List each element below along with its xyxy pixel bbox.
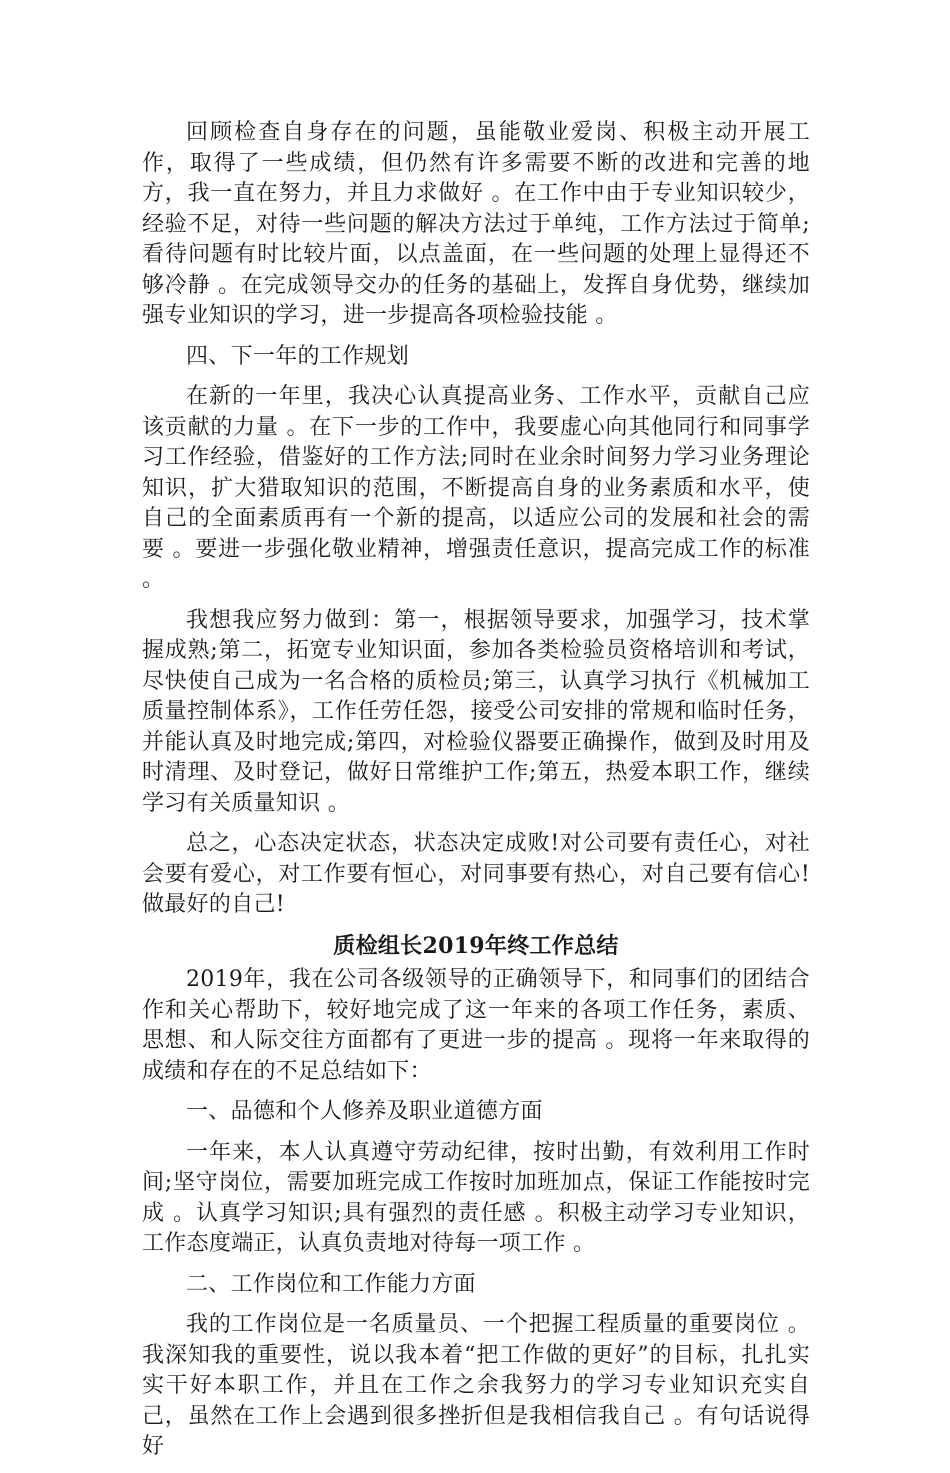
paragraph-new-year: 在新的一年里，我决心认真提高业务、工作水平，贡献自己应该贡献的力量 。在下一步的工作中，我要虚心向其他同行和同事学习工作经验，借鉴好的工作方法;同时在业余时间努力学习业务理论知识，扩大猎取知识的范围，不断提高自身的业务素质和水平，使自己的全面素质再有一个新的提高，以适应公司的发展和社会的需要 。要进一步强化敬业精神，增强责任意识，提高完成工作的标准 。 xyxy=(142,384,810,592)
document-page xyxy=(142,118,810,1473)
section-heading-ethics: 一、品德和个人修养及职业道德方面 xyxy=(186,1099,543,1124)
paragraph-self-review: 回顾检查自身存在的问题，虽能敬业爱岗、积极主动开展工作，取得了一些成绩，但仍然有许多需要不断的改进和完善的地方，我一直在努力，并且力求做好 。在工作中由于专业知识较少，经验不足，对待一些问题的解决方法过于单纯，工作方法过于简单;看待问题有时比较片面，以点盖面，在一些问题的处理上显得还不够冷静 。在完成领导交办的任务的基础上，发挥自身优势，继续加强专业知识的学习，进一步提高各项检验技能 。 xyxy=(142,120,810,328)
paragraph-goals: 我想我应努力做到：第一，根据领导要求，加强学习，技术掌握成熟;第二，拓宽专业知识面，参加各类检验员资格培训和考试，尽快使自己成为一名合格的质检员;第三，认真学习执行《机械加工质量控制体系》，工作任劳任怨，接受公司安排的常规和临时任务，并能认真及时地完成;第四，对检验仪器要正确操作，做到及时用及时清理、及时登记，做好日常维护工作;第五，热爱本职工作，继续学习有关质量知识 。 xyxy=(142,607,810,816)
section-heading-next-year-plan: 四、下一年的工作规划 xyxy=(186,343,410,369)
paragraph-discipline: 一年来，本人认真遵守劳动纪律，按时出勤，有效利用工作时间;坚守岗位，需要加班完成工作按时加班加点，保证工作能按时完成 。认真学习知识;具有强烈的责任感 。积极主动学习专业知识，工作态度端正，认真负责地对待每一项工作 。 xyxy=(142,1139,810,1256)
section-heading-job-ability: 二、工作岗位和工作能力方面 xyxy=(186,1271,476,1297)
paragraph-job-position: 我的工作岗位是一名质量员、一个把握工程质量的重要岗位 。我深知我的重要性，说以我本着“把工作做的更好”的目标，扎扎实实干好本职工作，并且在工作之余我努力的学习专业知识充实自己，虽然在工作上会遇到很多挫折但是我相信我自己 。有句话说得好 xyxy=(142,1312,810,1459)
paragraph-conclusion: 总之，心态决定状态，状态决定成败!对公司要有责任心，对社会要有爱心，对工作要有恒心，对同事要有热心，对自己要有信心!做最好的自己! xyxy=(142,831,810,917)
document-title: 质检组长2019年终工作总结 xyxy=(333,932,619,959)
paragraph-intro-2019: 2019年，我在公司各级领导的正确领导下，和同事们的团结合作和关心帮助下，较好地完成了这一年来的各项工作任务，素质、思想、和人际交往方面都有了更进一步的提高 。现将一年来取得的成绩和存在的不足总结如下： xyxy=(142,967,810,1084)
